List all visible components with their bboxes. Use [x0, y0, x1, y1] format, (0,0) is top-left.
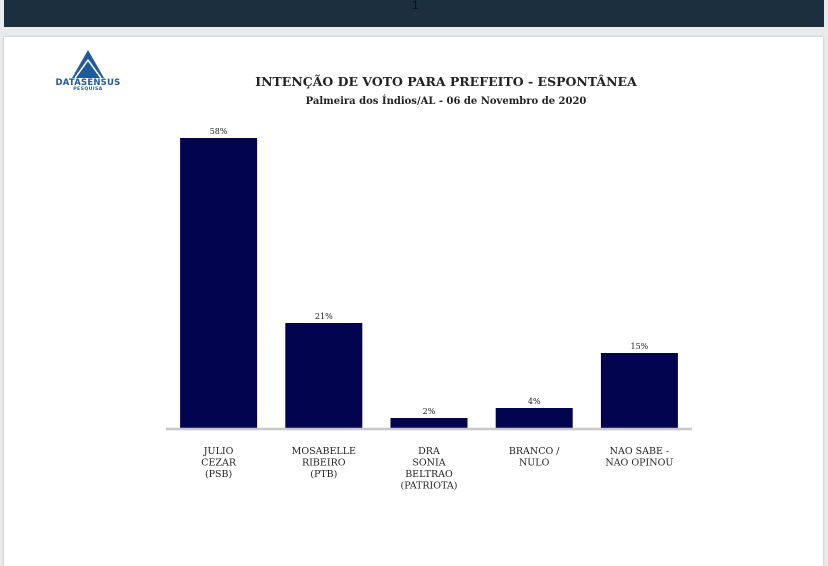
category-label-1: (PTB): [310, 469, 338, 480]
bar-1: [285, 323, 362, 428]
data-label-1: 21%: [314, 312, 333, 321]
data-label-0: 58%: [209, 127, 228, 136]
category-label-0: CEZAR: [201, 457, 237, 469]
category-label-2: (PATRIOTA): [400, 480, 458, 492]
category-label-0: JULIO: [203, 446, 234, 457]
data-label-2: 2%: [422, 407, 436, 416]
category-label-2: DRA: [418, 446, 440, 457]
category-label-1: MOSABELLE: [291, 446, 356, 457]
bar-2: [391, 418, 468, 428]
logo-brand-text: DATASENSUS: [55, 78, 121, 88]
category-label-3: BRANCO /: [508, 446, 560, 457]
data-label-3: 4%: [527, 397, 541, 406]
chart-subtitle: Palmeira dos Índios/AL - 06 de Novembro de 2020: [305, 96, 587, 107]
logo-sub-text: PESQUISA: [73, 87, 103, 92]
chart-title: INTENÇÃO DE VOTO PARA PREFEITO - ESPONTÂNEA: [255, 74, 637, 89]
page-number: 1: [412, 0, 419, 12]
category-label-3: NULO: [518, 457, 550, 469]
category-label-4: NAO OPINOU: [605, 457, 674, 469]
bar-3: [496, 408, 573, 428]
category-label-1: RIBEIRO: [302, 457, 346, 469]
category-label-0: (PSB): [204, 469, 233, 480]
category-label-2: BELTRAO: [405, 469, 453, 480]
bar-4: [601, 353, 678, 428]
data-label-4: 15%: [630, 342, 649, 351]
bar-0: [180, 138, 257, 428]
category-label-2: SONIA: [412, 457, 446, 469]
category-label-4: NAO SABE -: [609, 446, 670, 457]
